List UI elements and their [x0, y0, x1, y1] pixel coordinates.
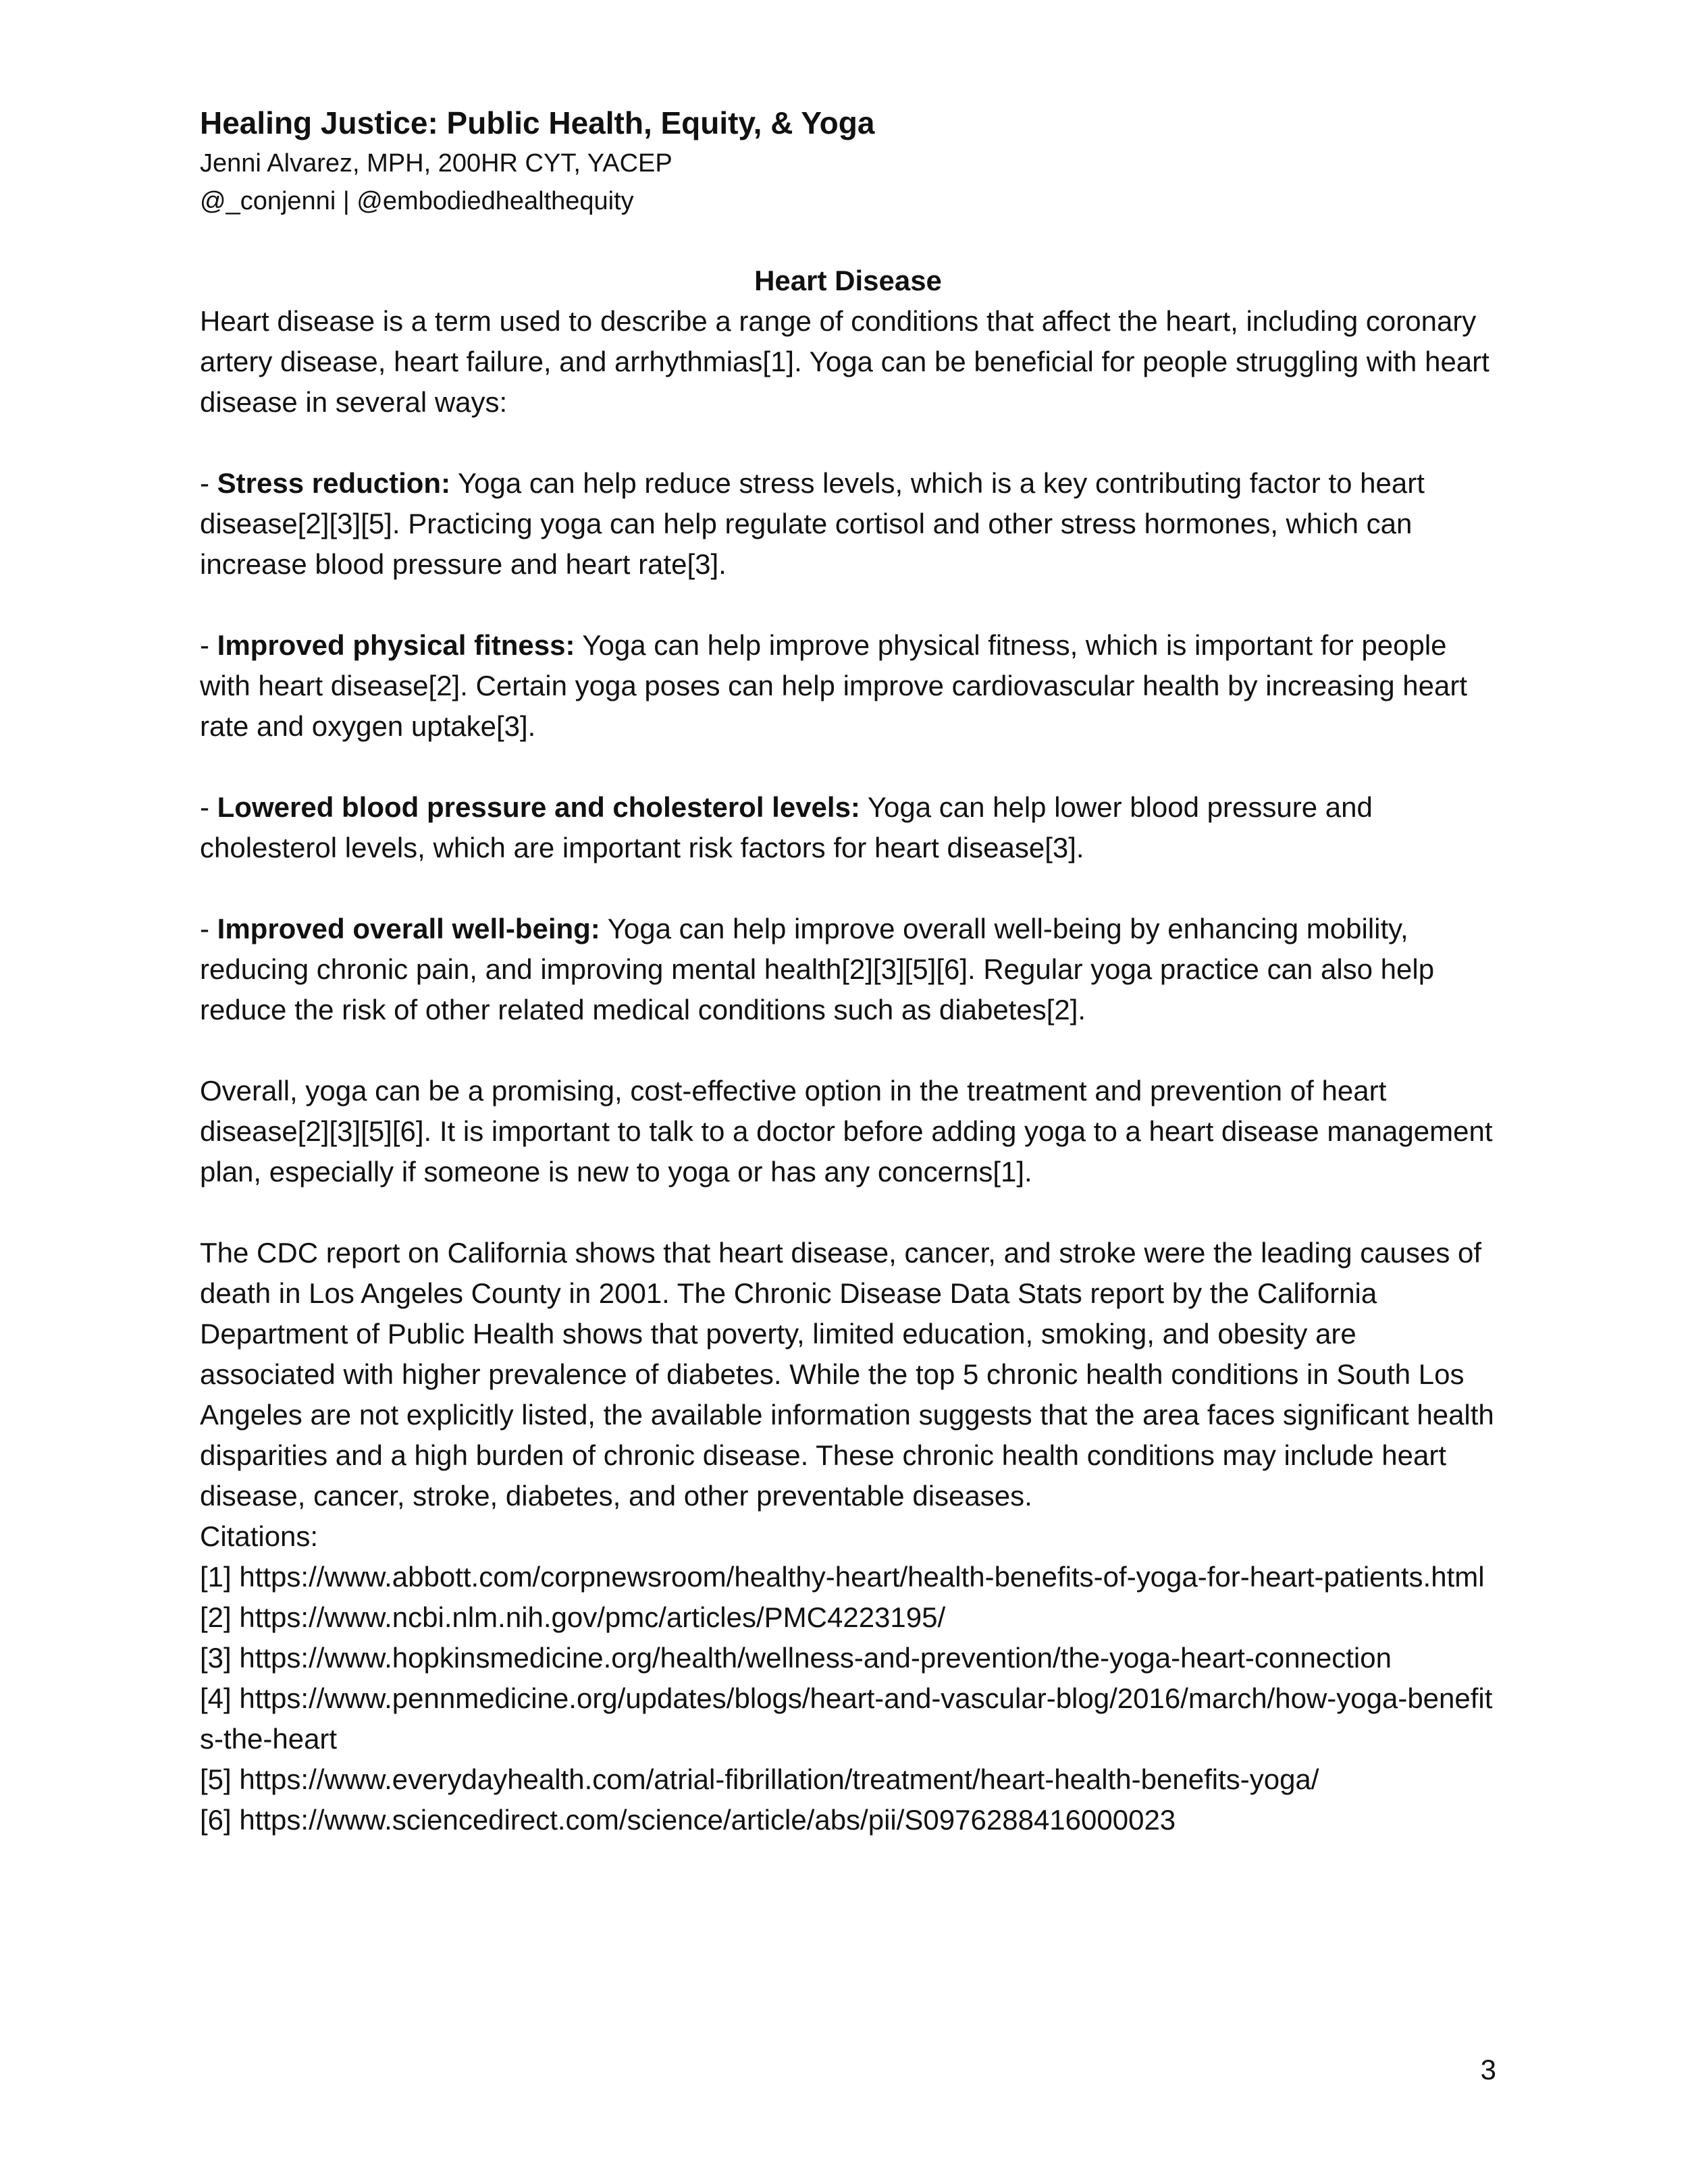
paragraph-gap [200, 423, 1496, 463]
bullet-text: Yoga can help improve physical fitness, which is important for people with heart disease[2]. Certain yoga poses can help improve cardiovascular health by increasing heart rate and oxygen uptake[3]. [200, 629, 1468, 742]
bullet-well-being [200, 909, 1496, 1030]
bullet-label: Improved overall well-being: [217, 913, 600, 944]
intro-paragraph: Heart disease is a term used to describe a range of conditions that affect the heart, including coronary artery disease, heart failure, and arrhythmias[1]. Yoga can be beneficial for people struggling with heart disease in several ways: [200, 305, 1489, 418]
bullet-physical-fitness [200, 625, 1496, 747]
cdc-paragraph: The CDC report on California shows that heart disease, cancer, and stroke were the leading causes of death in Los Angeles County in 2001. The Chronic Disease Data Stats report by the California Department of Public Health shows that poverty, limited education, smoking, and obesity are associated with higher prevalence of diabetes. While the top 5 chronic health conditions in South Los Angeles are not explicitly listed, the available information suggests that the area faces significant health disparities and a high burden of chronic disease. These chronic health conditions may include heart disease, cancer, stroke, diabetes, and other preventable diseases. [200, 1237, 1494, 1512]
bullet-prefix: - [200, 791, 217, 823]
bullet-blood-pressure [200, 787, 1496, 868]
document-page [200, 101, 1496, 1840]
paragraph-gap [200, 585, 1496, 625]
bullet-prefix: - [200, 913, 217, 944]
bullet-prefix: - [200, 467, 217, 499]
paragraph-gap [200, 868, 1496, 909]
paragraph-gap [200, 1030, 1496, 1071]
bullet-text: Yoga can help lower blood pressure and cholesterol levels, which are important risk factors for heart disease[3]. [200, 791, 1373, 863]
author-line: Jenni Alvarez, MPH, 200HR CYT, YACEP [200, 149, 672, 178]
citations-label: Citations: [200, 1520, 319, 1552]
bullet-text: Yoga can help improve overall well-being by enhancing mobility, reducing chronic pain, and improving mental health[2][3][5][6]. Regular yoga practice can also help reduce the risk of other related medical conditions such as diabetes[2]. [200, 913, 1435, 1026]
citation-item[interactable]: [6] https://www.sciencedirect.com/science/article/abs/pii/S0976288416000023 [200, 1804, 1176, 1836]
bullet-label: Stress reduction: [217, 467, 451, 499]
citation-item[interactable]: [5] https://www.everydayhealth.com/atrial-fibrillation/treatment/heart-health-benefits-yoga/ [200, 1763, 1319, 1795]
bullet-label: Improved physical fitness: [217, 629, 575, 661]
bullet-label: Lowered blood pressure and cholesterol levels: [217, 791, 860, 823]
citation-item[interactable]: [2] https://www.ncbi.nlm.nih.gov/pmc/articles/PMC4223195/ [200, 1601, 946, 1633]
page-number: 3 [1480, 2054, 1496, 2085]
citation-item[interactable]: [1] https://www.abbott.com/corpnewsroom/healthy-heart/health-benefits-of-yoga-for-heart-patients.html [200, 1561, 1485, 1593]
paragraph-gap [200, 1192, 1496, 1233]
document-title: Healing Justice: Public Health, Equity, & Yoga [200, 105, 875, 140]
overall-paragraph: Overall, yoga can be a promising, cost-effective option in the treatment and prevention of heart disease[2][3][5][6]. It is important to talk to a doctor before adding yoga to a heart disease management plan, especially if someone is new to yoga or has any concerns[1]. [200, 1075, 1493, 1188]
citations-list [200, 1516, 1496, 1840]
social-handles: @_conjenni | @embodiedhealthequity [200, 187, 634, 215]
citation-item[interactable]: [4] https://www.pennmedicine.org/updates/blogs/heart-and-vascular-blog/2016/march/how-yoga-benefits-the-heart [200, 1682, 1493, 1755]
paragraph-gap [200, 747, 1496, 787]
bullet-stress-reduction [200, 463, 1496, 585]
bullet-text: Yoga can help reduce stress levels, which is a key contributing factor to heart disease[2][3][5]. Practicing yoga can help regulate cortisol and other stress hormones, which can increase blood pressure and heart rate[3]. [200, 467, 1425, 580]
bullet-prefix: - [200, 629, 217, 661]
citation-item[interactable]: [3] https://www.hopkinsmedicine.org/health/wellness-and-prevention/the-yoga-heart-connection [200, 1642, 1392, 1674]
section-heading: Heart Disease [754, 265, 942, 296]
